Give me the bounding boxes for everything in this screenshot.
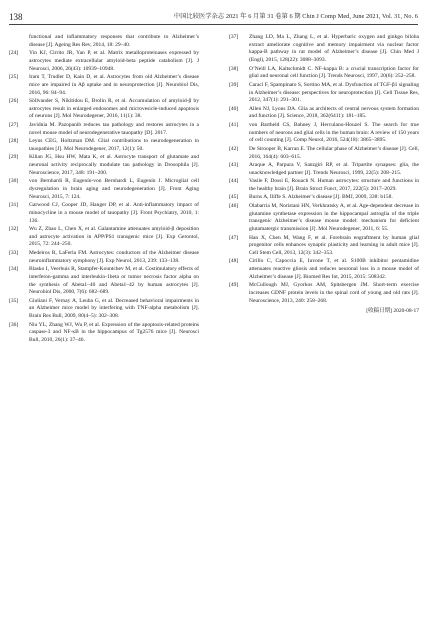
reference-text: Araque A, Parpura V, Sanzgiri RP, et al. Tripartite synapses: glia, the unacknowledged partner [J]. Trends Neurosci, 1999, 22(5): 208–215. [249, 162, 419, 176]
reference-number: [34] [9, 266, 19, 273]
reference-item [229, 178, 419, 193]
reference-number: [49] [229, 282, 239, 289]
received-date: [收稿日期] 2020-08-17 [366, 308, 419, 315]
reference-text: Burns A, Iliffe S. Alzheimer’s disease [J]. BMJ, 2009, 338: b158. [249, 194, 393, 201]
left-reference-list [9, 50, 199, 345]
reference-number: [46] [229, 202, 239, 209]
reference-item [229, 203, 419, 234]
right-reference-list [229, 34, 419, 305]
reference-text: McCullough MJ, Gyorkos AM, Spitsbergen JM. Short-term exercise increases GDNF protein levels in the spinal cord of young and old rats [J]. Neuroscience, 2013, 240: 258–268. [249, 282, 419, 304]
reference-number: [37] [229, 34, 239, 40]
reference-text: Söllvander S, Nikitidou E, Brolin R, et al. Accumulation of amyloid-β by astrocytes result in enlarged endosomes and microvesicle-induced apoptosis of neurons [J]. Mol Neurodegener, 2016, 11(1): 38. [29, 98, 199, 120]
reference-text: Allen NJ, Lyons DA. Glia as architects of central nervous system formation and function [J]. Science, 2018, 362(6411): 181–185. [249, 105, 419, 120]
reference-number: [47] [229, 234, 239, 241]
reference-number: [25] [9, 74, 19, 81]
reference-item [229, 66, 419, 81]
reference-item [9, 138, 199, 153]
reference-text: Zhang LD, Ma L, Zhang L, et al. Hyperbaric oxygen and ginkgo biloba extract ameliorate cognitive and memory impairment via nuclear factor kappa-B pathway in rat model of Alzheimer’s disease [J]. Chin Med J (Engl), 2015, 128(22): 3088–3093. [249, 34, 419, 64]
reference-number: [29] [9, 154, 19, 161]
reference-item [9, 154, 199, 177]
reference-item [9, 322, 199, 345]
reference-item [229, 235, 419, 258]
reference-text: Blasko I, Veerhuis R, Stampfer-Kountchev M, et al. Costimulatory effects of interferon-gamma and interleukin-1beta or tumor necrosis factor alpha on the synthesis of Abeta1–40 and Abeta1–42 by human astrocytes [J]. Neurobiol Dis, 2000, 7(6): 682–689. [29, 266, 199, 296]
left-column [9, 34, 199, 346]
reference-item [229, 122, 419, 145]
reference-number: [27] [9, 121, 19, 128]
reference-text: Caraci F, Spampinato S, Sortino MA, et al. Dysfunction of TGF-β1 signaling in Alzheimer’s disease: perspectives for neuroprotection [J]. Cell Tissue Res, 2012, 347(1): 291–301. [249, 81, 419, 104]
reference-item [229, 282, 419, 305]
reference-text: O’Neill LA, Kaltschmidt C. NF-kappa B: a crucial transcription factor for glial and neuronal cell function [J]. Trends Neurosci, 1997, 20(6): 252–258. [249, 65, 419, 80]
reference-text: Medeiros R, LaFerla FM. Astrocytes: conductors of the Alzheimer disease neuroinflammatory symphony [J]. Exp Neurol, 2013, 239: 133–138. [29, 249, 199, 264]
reference-text: Leyns CEG, Holtzman DM. Glial contributions to neurodegeneration in tauopathies [J]. Mol Neurodegener, 2017, 12(1): 50. [29, 138, 199, 152]
reference-text: von Bernhardi R, Eugenín-von Bernhardi L, Eugenín J. Microglial cell dysregulation in brain aging and neurodegeneration [J]. Front Aging Neurosci, 2015, 7: 124. [29, 178, 199, 200]
reference-continuation: functional and inflammatory responses that contribute to Alzheimer’s disease [J]. Ageing Res Rev, 2014, 18: 29–40. [29, 34, 199, 48]
reference-item [9, 202, 199, 225]
reference-number: [26] [9, 98, 19, 105]
reference-number: [35] [9, 297, 19, 304]
reference-number: [31] [9, 202, 19, 209]
reference-item [229, 82, 419, 105]
page-number: 138 [9, 12, 23, 22]
reference-item [9, 50, 199, 73]
reference-text: Kilian JG, Hsu HW, Mata K, et al. Astrocyte transport of glutamate and neuronal activity reciprocally modulate tau pathology in Drosophila [J]. Neuroscience, 2017, 348: 191–200. [29, 154, 199, 176]
reference-item [229, 146, 419, 161]
reference-number: [43] [229, 162, 239, 169]
reference-number: [44] [229, 178, 239, 185]
reference-text: Niu YL, Zhang WJ, Wu P, et al. Expression of the apoptosis-related proteins caspase-3 and NF-κB in the hippocampus of Tg2576 mice [J]. Neurosci Bull, 2010, 26(1): 37–46. [29, 321, 199, 344]
reference-number: [48] [229, 258, 239, 265]
reference-number: [24] [9, 50, 19, 57]
reference-number: [45] [229, 194, 239, 201]
reference-number: [32] [9, 226, 19, 233]
reference-text: Olabarria M, Noristani HN, Verkhratsky A, et al. Age-dependent decrease in glutamine synthetase expression in the hippocampal astroglia of the triple transgenic Alzheimer’s disease mouse model: mechanism for deficient glutamatergic transmission [J]. Mol Neurodegener, 2011, 6: 55. [249, 202, 419, 233]
reference-number: [36] [9, 321, 19, 328]
reference-text: Han X, Chen M, Wang F, et al. Forebrain engraftment by human glial progenitor cells enhances synaptic plasticity and learning in adult mice [J]. Cell Stem Cell, 2013, 12(3): 342–353. [249, 234, 419, 256]
reference-text: Javidnia M. Pazopanib reduces tau pathology and restores astrocytes in a novel mouse model of neurodegenerative tauopathy [D]. 2017. [29, 121, 199, 136]
reference-number: [28] [9, 138, 19, 145]
reference-text: Cirillo C, Capoccia E, Iuvone T, et al. S100B inhibitor pentamidine attenuates reactive gliosis and reduces neuronal loss in a mouse model of Alzheimer’s disease [J]. Biomed Res Int, 2015, 2015: 508342. [249, 258, 419, 280]
reference-text: von Bartheld CS, Bahney J, Herculano-Houzel S. The search for true numbers of neurons and glial cells in the human brain: A review of 150 years of cell counting [J]. Comp Neurol, 2016, 524(18): 3865–3895. [249, 121, 419, 144]
reference-number: [30] [9, 178, 19, 185]
reference-text: De Strooper B, Karran E. The cellular phase of Alzheimer’s disease [J]. Cell, 2016, 164(4): 603–615. [249, 145, 419, 160]
reference-number: [40] [229, 105, 239, 112]
reference-number: [33] [9, 249, 19, 256]
reference-text: Giuliani F, Vernay A, Leuba G, et al. Decreased behavioral impairments in an Alzheimer mice model by interfering with TNF-alpha metabolism [J]. Brain Res Bull, 2009, 80(4–5): 302–308. [29, 297, 199, 320]
reference-item [9, 122, 199, 137]
reference-item [9, 74, 199, 97]
reference-text: Yin KJ, Cirrito JR, Yan P, et al. Matrix metalloproteinases expressed by astrocytes mediate extracellular amyloid-beta peptide catabolism [J]. J Neurosci, 2006, 26(43): 10939–10948. [29, 50, 199, 72]
reference-text: Vasile F, Dossi E, Rouach N. Human astrocytes: structure and functions in the healthy brain [J]. Brain Struct Funct, 2017, 222(5): 2017–2029. [249, 178, 419, 192]
page-header [9, 10, 418, 25]
reference-item [9, 178, 199, 201]
journal-running-head: 中国比较医学杂志 2021 年 6 月第 31 卷第 6 期 Chin J Comp Med, June 2021, Vol. 31, No. 6 [173, 13, 418, 20]
reference-text: Garwood CJ, Cooper JD, Hanger DP, et al. Anti-inflammatory impact of minocycline in a mouse model of tauopathy [J]. Front Psychiatry, 2010, 1: 136. [29, 202, 199, 224]
reference-text: Iram T, Trudler D, Kain D, et al. Astrocytes from old Alzheimer’s disease mice are impaired in Aβ uptake and in neuroprotection [J]. Neurobiol Dis, 2016, 96: 84–94. [29, 74, 199, 96]
reference-text: Wu Z, Zhao L, Chen X, et al. Galantamine attenuates amyloid-β deposition and astrocyte activation in APP/PS1 transgenic mice [J]. Exp Gerontol, 2015, 72: 244–250. [29, 226, 199, 248]
reference-number: [42] [229, 145, 239, 152]
reference-item [229, 162, 419, 177]
reference-item [9, 250, 199, 265]
right-column [229, 34, 419, 316]
reference-item [229, 194, 419, 202]
reference-number: [39] [229, 81, 239, 88]
reference-item [9, 266, 199, 297]
reference-item [229, 34, 419, 65]
reference-item [9, 226, 199, 249]
reference-item [229, 258, 419, 281]
reference-item [9, 98, 199, 121]
reference-number: [41] [229, 121, 239, 128]
reference-item [229, 106, 419, 121]
reference-item [9, 298, 199, 321]
reference-number: [38] [229, 65, 239, 72]
